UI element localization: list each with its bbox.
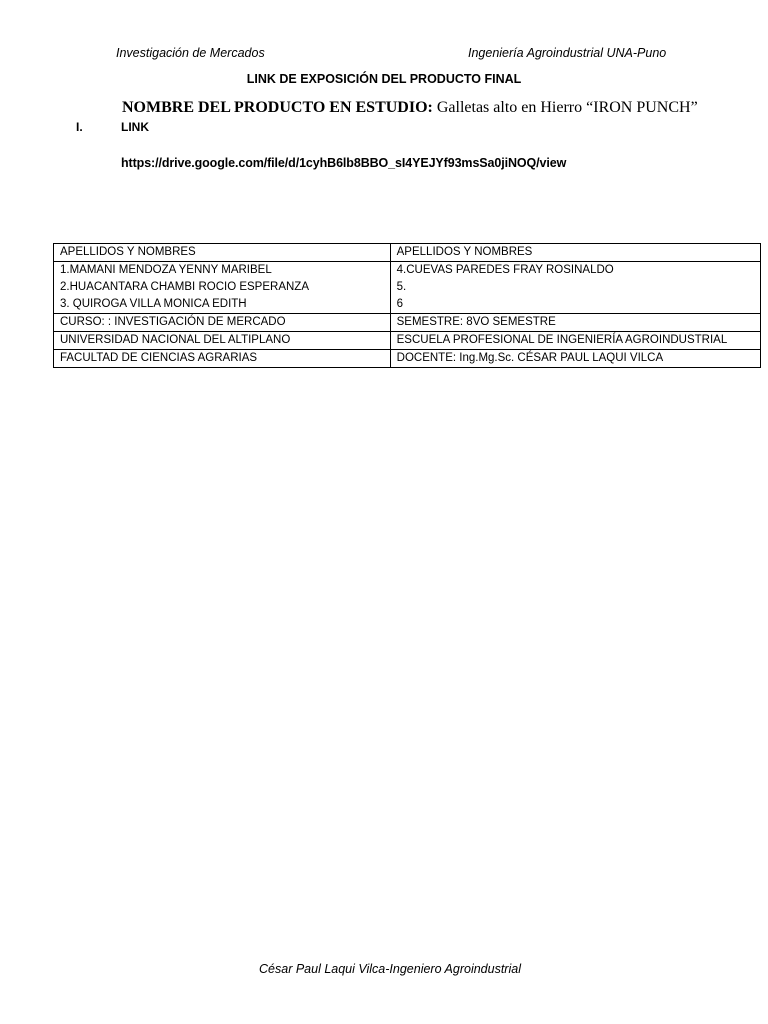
table-members-row xyxy=(54,262,761,314)
team-info-table xyxy=(53,243,761,368)
member-name: 2.HUACANTARA CHAMBI ROCIO ESPERANZA xyxy=(60,281,309,293)
product-name-line xyxy=(122,99,698,117)
header-program-name: Ingeniería Agroindustrial UNA-Puno xyxy=(468,46,667,60)
members-right-cell xyxy=(390,262,760,314)
table-cell-course: CURSO: : INVESTIGACIÓN DE MERCADO xyxy=(54,314,391,332)
header-course-name: Investigación de Mercados xyxy=(116,46,265,60)
member-name: 5. xyxy=(396,281,407,293)
table-cell-school: ESCUELA PROFESIONAL DE INGENIERÍA AGROINDUSTRIAL xyxy=(390,332,760,350)
table-header-row xyxy=(54,244,761,262)
section-number: I. xyxy=(76,120,83,134)
table-cell-teacher: DOCENTE: Ing.Mg.Sc. CÉSAR PAUL LAQUI VILCA xyxy=(390,350,760,368)
member-name: 1.MAMANI MENDOZA YENNY MARIBEL xyxy=(60,264,272,276)
table-cell-university: UNIVERSIDAD NACIONAL DEL ALTIPLANO xyxy=(54,332,391,350)
table-row xyxy=(54,332,761,350)
section-heading: LINK xyxy=(121,120,149,134)
member-name: 6 xyxy=(396,298,404,310)
table-header-cell: APELLIDOS Y NOMBRES xyxy=(54,244,391,262)
product-name-value: Galletas alto en Hierro “IRON PUNCH” xyxy=(436,99,698,116)
table-row xyxy=(54,350,761,368)
document-title: LINK DE EXPOSICIÓN DEL PRODUCTO FINAL xyxy=(246,72,522,86)
table-header-cell: APELLIDOS Y NOMBRES xyxy=(390,244,760,262)
member-name: 4.CUEVAS PAREDES FRAY ROSINALDO xyxy=(396,264,614,276)
product-name-label: NOMBRE DEL PRODUCTO EN ESTUDIO: xyxy=(122,99,433,116)
members-left-cell xyxy=(54,262,391,314)
table-row xyxy=(54,314,761,332)
member-name: 3. QUIROGA VILLA MONICA EDITH xyxy=(60,298,247,310)
page-footer: César Paul Laqui Vilca-Ingeniero Agroindustrial xyxy=(259,962,521,976)
drive-link[interactable]: https://drive.google.com/file/d/1cyhB6lb8BBO_sI4YEJYf93msSa0jiNOQ/view xyxy=(121,156,567,170)
table-cell-faculty: FACULTAD DE CIENCIAS AGRARIAS xyxy=(54,350,391,368)
table-cell-semester: SEMESTRE: 8VO SEMESTRE xyxy=(390,314,760,332)
